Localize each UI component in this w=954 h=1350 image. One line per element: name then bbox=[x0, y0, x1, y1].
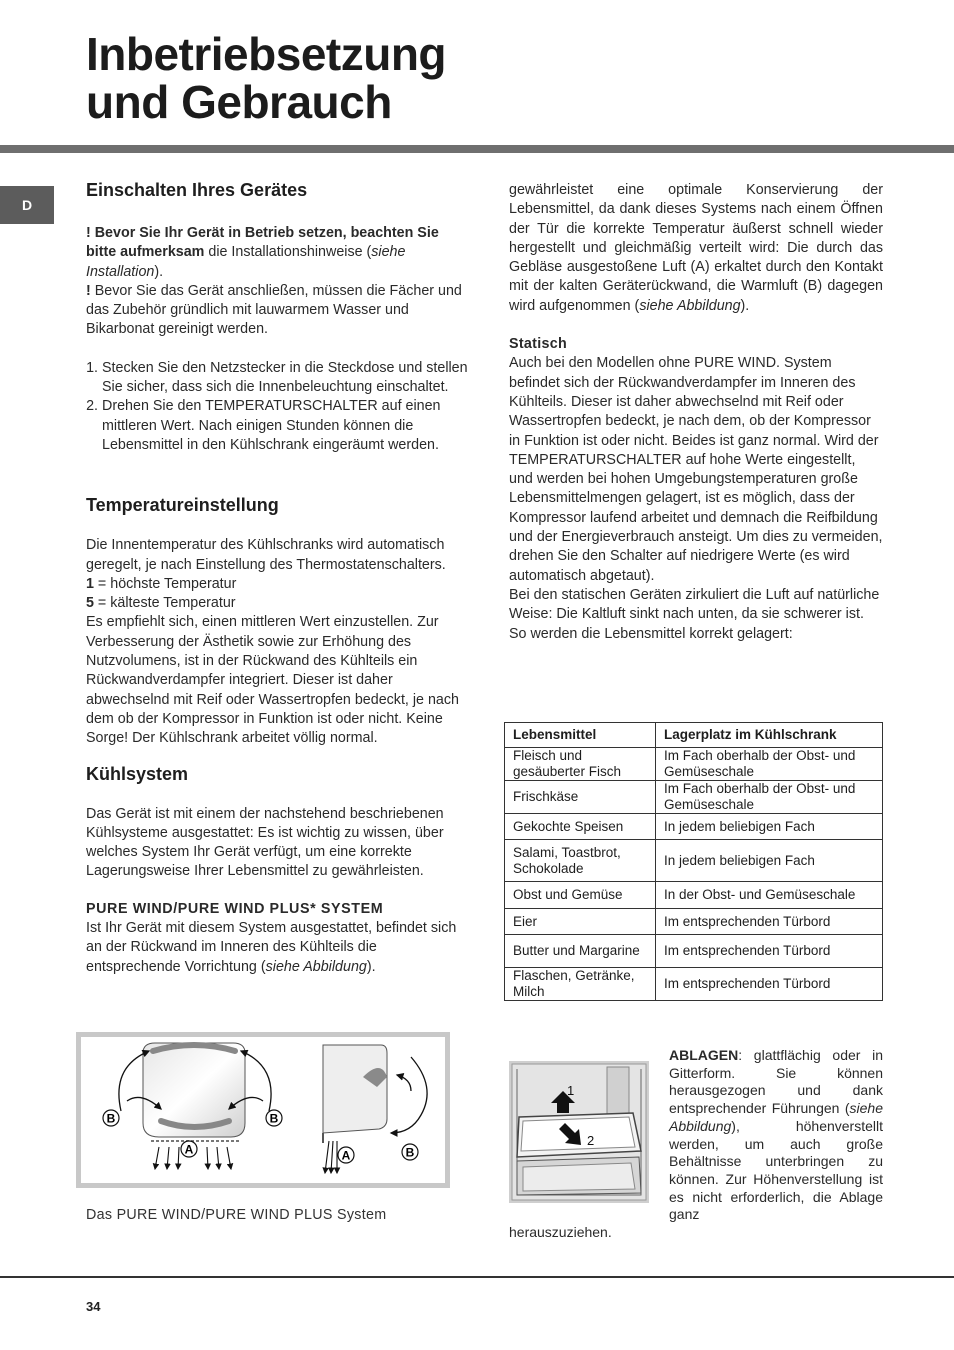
pure-wind-continued: gewährleistet eine optimale Konservierung der Lebensmittel, da dank dieses Systems nach einem Öffnen der Tür die korrekte Temperatur äußerst schnell wieder hergestellt und gleichmäßig verteilt wird: Die durch das Gebläse ausgestoßene Luft (A) erkaltet durch den Kontakt mit der kalten Geräterückwand, die Warmluft (B) dagegen wird aufgenommen (siehe Abbildung). bbox=[509, 182, 883, 314]
table-row bbox=[505, 840, 883, 882]
table-cell: Im entsprechenden Türbord bbox=[656, 968, 883, 1001]
fan-panel-front bbox=[143, 1043, 245, 1141]
table-row bbox=[505, 909, 883, 935]
safety-note-2: ! Bevor Sie das Gerät anschließen, müssen die Fächer und das Zubehör gründlich mit lauwarmem Wasser und Bikarbonat gereinigt werden. bbox=[86, 282, 462, 338]
temperatur-text: Es empfiehlt sich, einen mittleren Wert einzustellen. Zur Verbesserung der Ästhetik sowie zur Erhöhung des Nutzvolumens, ist in der Rückwand des Kühlteils ein Rückwandverdampfer integriert. Dieser ist daher abwechselnd mit Reif oder Wassertropfen bedeckt, je nach dem ob der Kompressor in Funktion ist oder nicht. Keine Sorge! Der Kühlschrank arbeitet völlig normal. bbox=[86, 614, 459, 747]
header-rule bbox=[0, 145, 954, 153]
table-cell: Flaschen, Getränke, Milch bbox=[505, 968, 656, 1001]
ablagen-tail: herauszuziehen. bbox=[509, 1224, 612, 1240]
shelf-label-1: 1 bbox=[567, 1083, 575, 1098]
figure-caption: Das PURE WIND/PURE WIND PLUS System bbox=[86, 1207, 387, 1223]
startup-steps bbox=[86, 359, 470, 455]
table-cell: Im Fach oberhalb der Obst- und Gemüseschale bbox=[656, 748, 883, 781]
table-cell: Obst und Gemüse bbox=[505, 882, 656, 909]
page-number: 34 bbox=[86, 1299, 101, 1314]
storage-table-wrap bbox=[504, 722, 883, 1001]
safety-note-1: ! Bevor Sie Ihr Gerät in Betrieb setzen, beachten Sie bitte aufmerksam die Installationshinweise (siehe Installation). bbox=[86, 225, 439, 280]
table-row bbox=[505, 748, 883, 781]
title-line-1: Inbetriebsetzung bbox=[86, 28, 447, 80]
statisch-heading: Statisch bbox=[509, 336, 568, 353]
shelf-label-2: 2 bbox=[587, 1133, 595, 1148]
pure-wind-heading: PURE WIND/PURE WIND PLUS* SYSTEM bbox=[86, 900, 384, 917]
pure-wind-figure bbox=[76, 1032, 450, 1188]
list-item: 2. Drehen Sie den TEMPERATURSCHALTER auf einen mittleren Wert. Nach einigen Stunden können die Lebensmittel in den Kühlschrank eingeräumt werden. bbox=[102, 397, 470, 455]
label-b-left: B bbox=[106, 1111, 116, 1126]
column-header: Lebensmittel bbox=[505, 723, 656, 748]
section-heading-kuehlsystem: Kühlsystem bbox=[86, 763, 189, 784]
table-cell: Im entsprechenden Türbord bbox=[656, 909, 883, 935]
statisch-text-2: Bei den statischen Geräten zirkuliert die Luft auf natürliche Weise: Die Kaltluft sinkt nach unten, da sie schwerer ist. So werden die Lebensmittel korrekt gelagert: bbox=[509, 586, 880, 642]
table-cell: Im Fach oberhalb der Obst- und Gemüseschale bbox=[656, 781, 883, 814]
table-row bbox=[505, 781, 883, 814]
right-column bbox=[509, 181, 883, 644]
storage-table bbox=[504, 722, 883, 1001]
language-tab: D bbox=[0, 186, 54, 224]
table-cell: Butter und Margarine bbox=[505, 935, 656, 968]
table-cell: Eier bbox=[505, 909, 656, 935]
table-row bbox=[505, 882, 883, 909]
shelf-illustration bbox=[509, 1061, 649, 1203]
table-cell: Fleisch und gesäuberter Fisch bbox=[505, 748, 656, 781]
list-item: 1. Stecken Sie den Netzstecker in die Steckdose und stellen Sie sicher, dass sich die Innenbeleuchtung einschaltet. bbox=[102, 359, 470, 398]
label-b-right: B bbox=[269, 1111, 279, 1126]
footer-rule bbox=[0, 1276, 954, 1278]
table-cell: In der Obst- und Gemüseschale bbox=[656, 882, 883, 909]
fan-panel-side bbox=[323, 1045, 387, 1143]
table-row bbox=[505, 968, 883, 1001]
label-a-side: A bbox=[341, 1148, 351, 1163]
kuehlsystem-intro: Das Gerät ist mit einem der nachstehend beschriebenen Kühlsysteme ausgestattet: Es ist wichtig zu wissen, über welches System Ihr Gerät verfügt, um eine korrekte Lagerungsweise Ihrer Lebensmittel zu gewährleisten. bbox=[86, 805, 444, 880]
title-line-2: und Gebrauch bbox=[86, 76, 392, 128]
pure-wind-text: Ist Ihr Gerät mit diesem System ausgestattet, befindet sich an der Rückwand im Inneren des Kühlteils die entsprechende Vorrichtung (siehe Abbildung). bbox=[86, 920, 457, 975]
temperatur-value-5: 5 = kälteste Temperatur bbox=[86, 595, 236, 612]
table-cell: Gekochte Speisen bbox=[505, 814, 656, 840]
pure-wind-diagram bbox=[81, 1037, 445, 1183]
table-row bbox=[505, 935, 883, 968]
column-header: Lagerplatz im Kühlschrank bbox=[656, 723, 883, 748]
section-heading-temperatur: Temperatureinstellung bbox=[86, 495, 279, 516]
table-cell: Im entsprechenden Türbord bbox=[656, 935, 883, 968]
section-heading-einschalten: Einschalten Ihres Gerätes bbox=[86, 180, 308, 200]
safety-note-1-bold: ! Bevor Sie Ihr Gerät in Betrieb setzen, beachten Sie bitte aufmerksam bbox=[86, 225, 439, 261]
table-cell: In jedem beliebigen Fach bbox=[656, 814, 883, 840]
table-row bbox=[505, 814, 883, 840]
ablagen-text: ABLAGEN: glattflächig oder in Gitterform. Sie können herausgezogen und dank entsprechender Führungen (siehe Abbildung), höhenverstellt werden, um auch große Behältnisse unterbringen zu können. Zur Höhenverstellung ist es nicht erforderlich, die Ablage ganz bbox=[669, 1047, 883, 1223]
temperatur-value-1: 1 = höchste Temperatur bbox=[86, 575, 237, 592]
label-b-side: B bbox=[405, 1145, 415, 1160]
ablagen-heading: ABLAGEN bbox=[669, 1047, 739, 1063]
left-column bbox=[86, 179, 470, 977]
page-title bbox=[86, 30, 446, 126]
table-cell: Salami, Toastbrot, Schokolade bbox=[505, 840, 656, 882]
label-a-front: A bbox=[184, 1142, 194, 1157]
temperatur-intro: Die Innentemperatur des Kühlschranks wird automatisch geregelt, je nach Einstellung des Thermostatenschalters. bbox=[86, 537, 446, 573]
shelf-figure bbox=[509, 1061, 649, 1203]
table-cell: In jedem beliebigen Fach bbox=[656, 840, 883, 882]
statisch-text-1: Auch bei den Modellen ohne PURE WIND. System befindet sich der Rückwandverdampfer im Inneren des Kühlteils. Dieser ist daher abwechselnd mit Reif oder Wassertropfen bedeckt, je nach dem, ob der Kompressor in Funktion ist oder nicht. Beides ist ganz normal. Wird der TEMPERATURSCHALTER auf hohe Werte eingestellt, und werden bei hohen Umgebungstemperaturen große Lebensmittelmengen gelagert, ist es möglich, dass der Kompressor laufend arbeitet und demnach die Reifbildung und der Energieverbrauch ansteigt. Um dies zu vermeiden, drehen Sie den Schalter auf niedrigere Werte (es wird automatisch abgetaut). bbox=[509, 355, 883, 584]
table-cell: Frischkäse bbox=[505, 781, 656, 814]
